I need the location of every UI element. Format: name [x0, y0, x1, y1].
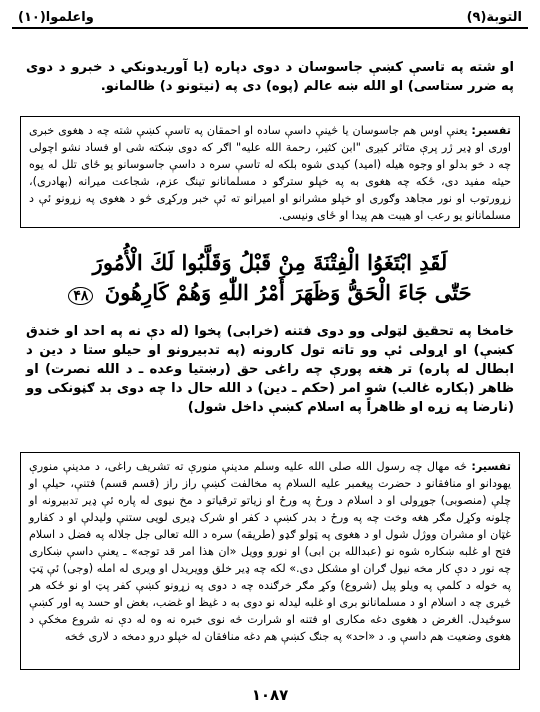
quran-verse — [30, 248, 510, 312]
tafsir-text: څه مهال چه رسول الله صلی الله عليه وسلم مدينې منورې ته تشريف راغی، د مدينې منورې يهودانو او منافقانو د حضرت پيغمبر عليه السلام په مخالفت کښې راز راز (قسم قسم) فتنې، حيلې او چلې (منصوبی) جوړولی او د اسلام د ورځ په ورځ او زياتو ترقياتو د مخ نيوی له پاره ئې ډير تدبيرونه او چلونه وکړل مګر هغه وخت چه په ورځ د بدر کښې د کفر او شرک ډيری لويی ستنې وليدلې او د کفارو غټان او مشران ووژل شول او د هغوی په ټولو ګډو (طريقه) سره د الله تعالی جل جلاله په فضل د اسلام فتح او غلبه ښکاره شوه نو (عبدالله بن ابی) او نورو وويل «ان هذا امر قد توجه» ـ يعنې داسې ښکاری چه نور د دې کار مخه نيول ګران او مشکل دی.» لکه چه ډير خلق وويريدل او ويری له امله (وجی) ئې ټټ په خوله د کلمې په ويلو پيل (شروع) وکړ مګر خرګنده چه د دوی په زړونو کښې کفر پټ او نو ځکه هر څيری چه د اسلام او د مسلمانانو بری او غلبه ليدله نو دوی به د غيظ او غضب، بغض او حسد په اور کښې سوځيدل. الغرض د هغوی دغه مکاری او فتنه او شرارت څه نوی خبره نه وه له دې نه شروع مخکې د هغوی وضعيت هم داسې و. د «احد» په جنګ کښې هم دغه منافقان له خپلو درو دمخه د لاری څخه — [29, 460, 511, 643]
juz-name: واعلموا(۱۰) — [18, 10, 94, 25]
verse-line-2-text: حَتّٰى جَاءَ الْحَقُّ وَظَهَرَ أَمْرُ اللّٰهِ وَهُمْ كَارِهُونَ — [104, 280, 472, 305]
page-number: ۱۰۸۷ — [251, 686, 289, 704]
tafsir-box-1 — [20, 116, 520, 228]
verse-line-2 — [30, 278, 510, 311]
translation-paragraph-2: خامخا په تحقيق لټولی وو دوی فتنه (خرابی) پخوا (له دې نه په احد او خندق کښې) او اړولی ئې وو تاته تول کارونه (په تدبيرونو او حيلو ستا د دين د ابطال له پاره) تر هغه پورې چه راغی حق (رښتيا وعده ـ د الله نصرت) او ظاهر (بکاره غالب) شو امر (حکم ـ دين) د الله حال دا چه دوی بد ګڼونکی وو (نارضا په زړه او ظاهراً په اسلام کښې داخل شول) — [26, 324, 514, 415]
tafsir-label: تفسير: — [471, 460, 511, 473]
tafsir-label: تفسير: — [471, 124, 511, 137]
translation-paragraph-1: او شته په تاسې کښې جاسوسان د دوی دپاره (يا آوريدونکي د خبرو د دوی په ضرر ستاسی) او الله ښه عالم (پوه) دی په (نيتونو د) ظالمانو. — [26, 60, 514, 94]
header-divider — [12, 27, 528, 29]
tafsir-text: يعنې اوس هم جاسوسان يا څينې داسې ساده او احمقان په تاسې کښې شته چه د هغوی خبری اوری او ډير ژر پرې متاثر کيږی "ابن کثير، رحمة الله عليه" اګر که دوی ښکته شی او فساد نشو اچولی چه د خو بدلو او وجوه هيله (اميد) کيدی شوه بلکه له تاسې سره د داسې جاسوسانو يو ځای تلل له يوه حيثه مفيد دی، ځکه چه هغوی به په خپلو سترګو د مسلمانانو تينګ عزم، شجاعت ميرانه (بهادری)، زړورتوب او نور مجاهد وګوری او خپلو مشرانو او اميرانو ته ئې خبر ورکړی څو د هغوی په زړونو ئې د مسلمانانو يو رعب او هيبت هم پيدا او ځای ونيسی. — [29, 124, 511, 222]
page-header — [12, 6, 528, 28]
verse-number-marker: ۴۸ — [68, 287, 93, 305]
tafsir-box-2 — [20, 452, 520, 670]
surah-name: التوبة(۹) — [466, 10, 522, 25]
verse-line-1: لَقَدِ ابْتَغَوُا الْفِتْنَةَ مِنْ قَبْلُ وَقَلَّبُوا لَكَ الْأُمُورَ — [92, 250, 448, 275]
